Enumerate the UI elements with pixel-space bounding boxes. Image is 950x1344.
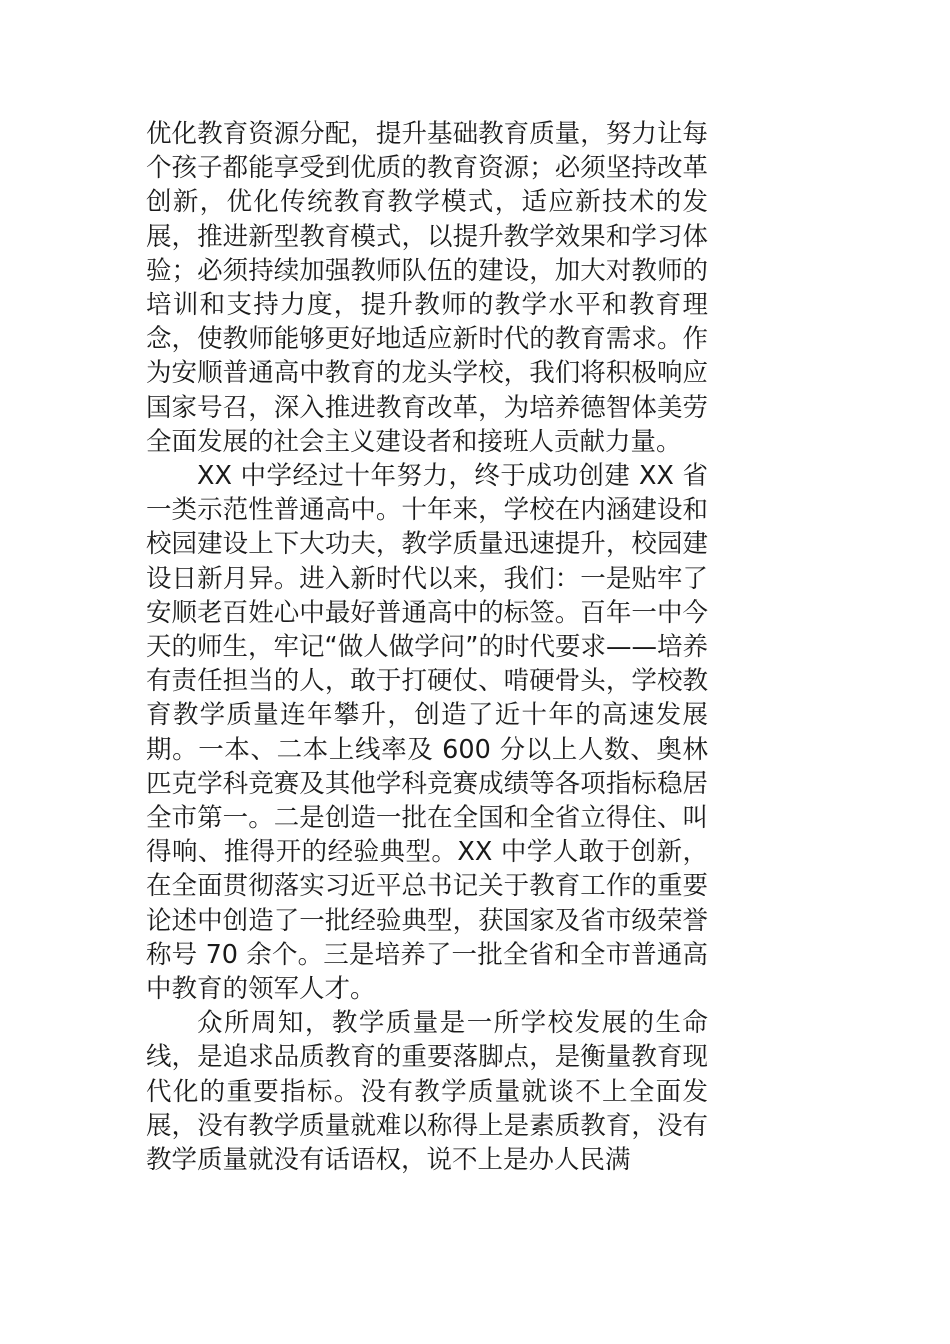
paragraph-continuation: 优化教育资源分配，提升基础教育质量，努力让每个孩子都能享受到优质的教育资源；必须坚持改革创新，优化传统教育教学模式，适应新技术的发展，推进新型教育模式，以提升教学效果和学习体验；必须持续加强教师队伍的建设，加大对教师的培训和支持力度，提升教师的教学水平和教育理念，使教师能够更好地适应新时代的教育需求。作为安顺普通高中教育的龙头学校，我们将积极响应国家号召，深入推进教育改革，为培养德智体美劳全面发展的社会主义建设者和接班人贡献力量。 (146, 119, 708, 457)
paragraph-school-achievements: XX 中学经过十年努力，终于成功创建 XX 省一类示范性普通高中。十年来，学校在内涵建设和校园建设上下大功夫，教学质量迅速提升，校园建设日新月异。进入新时代以来，我们：一是贴牢了安顺老百姓心中最好普通高中的标签。百年一中今天的师生，牢记“做人做学问”的时代要求——培养有责任担当的人，敢于打硬仗、啃硬骨头，学校教育教学质量连年攀升，创造了近十年的高速发展期。一本、二本上线率及 600 分以上人数、奥林匹克学科竞赛及其他学科竞赛成绩等各项指标稳居全市第一。二是创造一批在全国和全省立得住、叫得响、推得开的经验典型。XX 中学人敢于创新，在全面贯彻落实习近平总书记关于教育工作的重要论述中创造了一批经验典型，获国家及省市级荣誉称号 70 余个。三是培养了一批全省和全市普通高中教育的领军人才。 (146, 461, 708, 1005)
paragraph-teaching-quality: 众所周知，教学质量是一所学校发展的生命线，是追求品质教育的重要落脚点，是衡量教育现代化的重要指标。没有教学质量就谈不上全面发展，没有教学质量就难以称得上是素质教育，没有教学质量就没有话语权，说不上是办人民满 (146, 1008, 708, 1176)
document-body (146, 117, 708, 1177)
